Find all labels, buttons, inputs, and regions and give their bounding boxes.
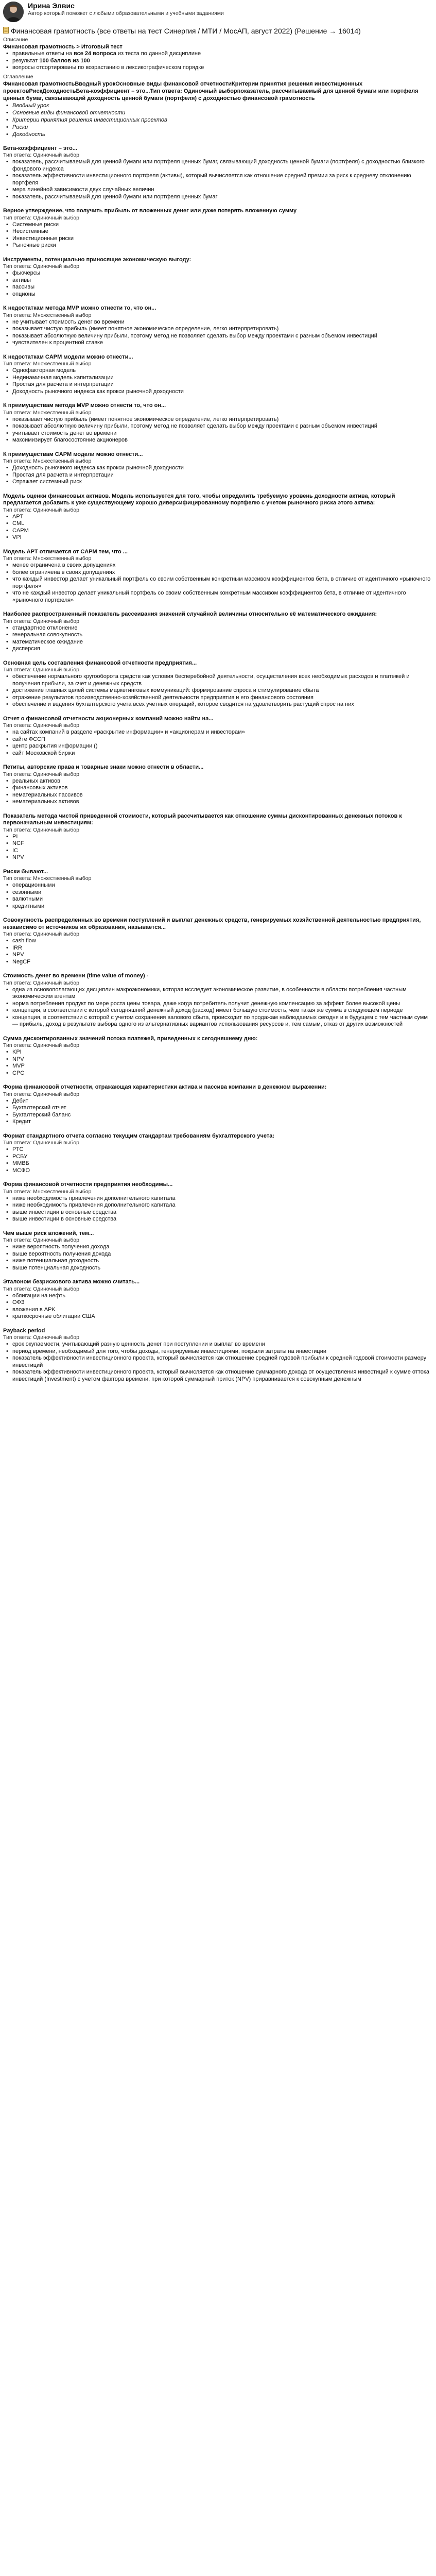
answer-option: • показатель эффективности инвестиционного портфеля (активы), который вычисляется как отношение средней премии за риск к средневу отклонению портфеля: [6, 173, 433, 187]
answer-option: • сезонными: [6, 889, 433, 896]
answer-option: • NPV: [6, 854, 433, 861]
question-text: Риски бывают...: [3, 868, 48, 875]
answer-option: • центр раскрытия информации (): [6, 743, 433, 750]
question-block: [3, 354, 433, 396]
answer-type: Тип ответа: Одиночный выбор: [3, 1285, 79, 1292]
question-text: Отчет о финансовой отчетности акционерных компаний можно найти на...: [3, 715, 214, 722]
answer-type: Тип ответа: Одиночный выбор: [3, 618, 79, 624]
answer-option: • Рыночные риски: [6, 242, 433, 249]
answer-option: • CAPM: [6, 528, 433, 535]
question-block: [3, 451, 433, 486]
answer-option: • фьючерсы: [6, 270, 433, 277]
answer-option: • KPI: [6, 1049, 433, 1056]
question-block: [3, 208, 433, 249]
answer-option: • показывает чистую прибыль (имеет понятное экономическое определение, легко интерпретировать): [6, 416, 433, 423]
answer-option: • сайте ФССП: [6, 736, 433, 743]
answer-option: • ниже необходимость привлечения дополнительного капитала: [6, 1202, 433, 1209]
answer-option: • норма потребления продукт по мере роста цены товара, даже когда потребитель получит денежную компенсацию за эффект более высокой цены: [6, 1001, 433, 1008]
answer-option: • облигации на нефть: [6, 1293, 433, 1300]
answer-list: [3, 1098, 433, 1126]
answer-option: • выше инвестиции в основные средства: [6, 1209, 433, 1216]
question-block: [3, 1133, 433, 1175]
answer-option: • показатель эффективности инвестиционного проекта, который вычисляется как отношение суммарного дохода от осуществления инвестиций к сумме оттока инвестиций (Investment) с учетом фактора времени, при которой суммарный приток (NPV) приравнивается к совокупным денежным: [6, 1369, 433, 1383]
answer-option: • показатель, рассчитываемый для ценной бумаги или портфеля ценных бумаг: [6, 194, 433, 201]
answer-option: • максимизирует благосостояние акционеров: [6, 437, 433, 444]
answer-option: • финансовых активов: [6, 785, 433, 792]
answer-list: [3, 562, 433, 604]
question-text: Форма финансовой отчетности предприятия необходимы...: [3, 1181, 173, 1188]
answer-list: [3, 1049, 433, 1077]
answer-list: [3, 270, 433, 298]
answer-option: • IRR: [6, 945, 433, 952]
question-text: Формат стандартного отчета согласно текущим стандартам требованиям бухгалтерского учета:: [3, 1132, 275, 1139]
answer-option: • Бухгалтерский баланс: [6, 1112, 433, 1119]
answer-type: Тип ответа: Одиночный выбор: [3, 771, 79, 777]
answer-option: • Системные риски: [6, 222, 433, 229]
answer-type: Тип ответа: Одиночный выбор: [3, 1042, 79, 1048]
answer-option: • операционными: [6, 882, 433, 889]
question-block: [3, 611, 433, 653]
answer-option: • генеральная совокупность: [6, 632, 433, 639]
answer-list: [3, 1146, 433, 1174]
answer-option: • что не каждый инвестор делает уникальный портфель со своим собственным конкретным массивом коэффициентов бета, в отличие от идентичного «рыночного портфеля»: [6, 590, 433, 604]
answer-option: • ниже вероятность получения дохода: [6, 1244, 433, 1251]
answer-option: • NegCF: [6, 959, 433, 966]
answer-list: [3, 938, 433, 965]
answer-type: Тип ответа: Множественный выбор: [3, 555, 92, 562]
answer-option: • валютными: [6, 896, 433, 903]
answer-option: • APT: [6, 514, 433, 521]
answer-type: Тип ответа: Одиночный выбор: [3, 979, 79, 986]
question-text: Инструменты, потенциально приносящие экономическую выгоду:: [3, 256, 191, 263]
question-text: Чем выше риск вложений, тем...: [3, 1230, 94, 1236]
answer-option: • выше потенциальная доходность: [6, 1265, 433, 1272]
answer-option: • РСБУ: [6, 1154, 433, 1161]
answer-option: • пассивы: [6, 284, 433, 291]
answer-type: Тип ответа: Множественный выбор: [3, 875, 92, 882]
topic-item[interactable]: • Риски: [6, 124, 433, 131]
topic-list: [3, 102, 433, 138]
answer-option: • показывает абсолютную величину прибыли, поэтому метод не позволяет сделать выбор между проектами с разным объемом инвестиций: [6, 333, 433, 340]
answer-option: • МСФО: [6, 1167, 433, 1175]
answer-option: • активы: [6, 277, 433, 284]
question-block: [3, 1181, 433, 1223]
answer-type: Тип ответа: Множественный выбор: [3, 1188, 92, 1195]
answer-option: • Простая для расчета и интерпретации: [6, 472, 433, 479]
answer-list: [3, 778, 433, 806]
answer-option: • CML: [6, 520, 433, 528]
answer-option: • отражение результатов производственно-хозяйственной деятельности предприятия и его финансового состояния: [6, 694, 433, 702]
question-block: [3, 869, 433, 910]
answer-option: • реальных активов: [6, 778, 433, 785]
answer-option: • обеспечение и ведения бухгалтерского учета всех учетных операций, которое сводится на удовлетворить растущий спрос на них: [6, 701, 433, 708]
question-block: [3, 493, 433, 541]
question-block: [3, 660, 433, 708]
question-block: [3, 716, 433, 757]
answer-option: • более ограничена в своих допущениях: [6, 569, 433, 577]
answer-option: • стандартное отклонение: [6, 625, 433, 632]
answer-list: [3, 319, 433, 347]
answer-option: • CPC: [6, 1070, 433, 1077]
question-text: Эталоном безрискового актива можно считать...: [3, 1279, 140, 1285]
answer-type: Тип ответа: Множественный выбор: [3, 409, 92, 416]
author-header: [3, 0, 433, 26]
question-block: [3, 1230, 433, 1272]
question-block: [3, 813, 433, 861]
answer-option: • чувствителен к процентной ставке: [6, 340, 433, 347]
answer-option: • Доходность рыночного индекса как прокси рыночной доходности: [6, 465, 433, 472]
answer-option: • не учитывает стоимость денег во времени: [6, 319, 433, 326]
answer-type: Тип ответа: Одиночный выбор: [3, 1334, 79, 1341]
overview-item: • вопросы отсортированы по возрастанию в лексикографическом порядке: [6, 64, 433, 72]
question-text: К недостаткам метода MVP можно отнести то, что он...: [3, 305, 156, 311]
answer-type: Тип ответа: Множественный выбор: [3, 458, 92, 464]
contents-label: Оглавление: [3, 73, 33, 80]
answer-option: • PI: [6, 834, 433, 841]
answer-option: • одна из основополагающих дисциплин макроэкономики, которая исследует экономическое развитие, в особенности в области потребления частным экономическим агентам: [6, 987, 433, 1001]
overview-title: Финансовая грамотность > Итоговый тест: [3, 44, 123, 50]
answer-list: [3, 1341, 433, 1383]
answer-type: Тип ответа: Одиночный выбор: [3, 152, 79, 158]
answer-option: • Однофакторная модель: [6, 367, 433, 375]
answer-type: Тип ответа: Одиночный выбор: [3, 263, 79, 269]
author-info: [28, 2, 224, 17]
answer-option: • cash flow: [6, 938, 433, 945]
answer-option: • IC: [6, 848, 433, 855]
answer-type: Тип ответа: Множественный выбор: [3, 312, 92, 318]
document-title: [3, 27, 433, 36]
answer-list: [3, 673, 433, 708]
answer-list: [3, 1195, 433, 1223]
answer-option: • MVP: [6, 1063, 433, 1070]
question-text: Модель оценки финансовых активов. Модель используется для того, чтобы определить требуемую уровень доходности актива, который предлагается добавить к уже существующему хорошо диверсифицированному портфелю с учетом рыночного риска этого актива:: [3, 493, 395, 506]
question-block: [3, 1036, 433, 1077]
answer-option: • период времени, необходимый для того, чтобы доходы, генерируемые инвестициями, покрыли затраты на инвестиции: [6, 1348, 433, 1355]
question-text: Наиболее распространенный показатель рассеивания значений случайной величины относительно её математического ожидания:: [3, 611, 377, 617]
answer-type: Тип ответа: Одиночный выбор: [3, 1140, 79, 1146]
answer-type: Тип ответа: Одиночный выбор: [3, 667, 79, 673]
question-text: Верное утверждение, что получить прибыль от вложенных денег или даже потерять вложенную сумму: [3, 208, 297, 214]
overview-item: • правильные ответы на все 24 вопроса из теста по данной дисциплине: [6, 50, 433, 58]
answer-type: Тип ответа: Одиночный выбор: [3, 931, 79, 937]
question-block: [3, 145, 433, 201]
answer-option: • ниже необходимость привлечения дополнительного капитала: [6, 1195, 433, 1202]
answer-type: Тип ответа: Одиночный выбор: [3, 722, 79, 728]
answer-option: • показатель эффективности инвестиционного проекта, который вычисляется как отношение средней годовой прибыли к средней годовой стоимости размеру инвестиций: [6, 1355, 433, 1369]
question-block: [3, 402, 433, 444]
topic-item[interactable]: • Критерии принятия решения инвестиционных проектов: [6, 116, 433, 124]
answer-option: • Дебит: [6, 1098, 433, 1105]
answer-option: • что каждый инвестор делает уникальный портфель со своим собственным конкретным массивом коэффициентов бета, в отличие от идентичного «рыночного портфеля»: [6, 576, 433, 590]
answer-list: [3, 416, 433, 444]
answer-option: • ОФЗ: [6, 1299, 433, 1307]
question-text: Бета-коэффициент – это...: [3, 145, 78, 151]
answer-option: • показывает абсолютную величину прибыли, поэтому метод не позволяет сделать выбор между проектами с разным объемом инвестиций: [6, 423, 433, 430]
answer-option: • математическое ожидание: [6, 639, 433, 646]
answer-option: • ниже потенциальная доходность: [6, 1258, 433, 1265]
answer-option: • VPI: [6, 534, 433, 541]
answer-option: • Инвестиционные риски: [6, 235, 433, 243]
avatar[interactable]: [3, 2, 24, 22]
answer-option: • NPV: [6, 1056, 433, 1063]
answer-option: • РТС: [6, 1146, 433, 1154]
answer-option: • краткосрочные облигации США: [6, 1313, 433, 1320]
document-title-text: Финансовая грамотность (все ответы на тест Синергия / МТИ / МосАП, август 2022) (Решение → 16014): [11, 27, 361, 35]
answer-option: • NCF: [6, 840, 433, 848]
question-text: Форма финансовой отчетности, отражающая характеристики актива и пассива компании в денежном выражении:: [3, 1084, 327, 1090]
answer-list: [3, 625, 433, 653]
question-text: Петиты, авторские права и товарные знаки можно отнести в области...: [3, 764, 204, 770]
answer-option: • показывает чистую прибыль (имеет понятное экономическое определение, легко интерпретировать): [6, 326, 433, 333]
answer-option: • концепция, в соответствии с которой сегодняшний денежный доход (расход) имеет большую стоимость, чем такая же сумма в следующем периоде: [6, 1007, 433, 1014]
answer-option: • выше вероятность получения дохода: [6, 1251, 433, 1258]
answer-option: • концепция, в соответствии с которой с учетом сохранения валового сбыта, происходит по продажам наблюдаемых сегодня и в будущем с тем частным сумм — прибыль, доход в результате выбора одного из альтернативных вариантов использования ресурсов и, тем самым, отказ от других возможностей: [6, 1014, 433, 1028]
question-block: [3, 549, 433, 604]
answer-option: • Простая для расчета и интерпретации: [6, 381, 433, 388]
answer-type: Тип ответа: Множественный выбор: [3, 361, 92, 367]
answer-option: • Доходность рыночного индекса как прокси рыночной доходности: [6, 388, 433, 396]
answer-option: • NPV: [6, 952, 433, 959]
answer-list: [3, 987, 433, 1028]
question-text: Показатель метода чистой приведенной стоимости, который рассчитывается как отношение суммы дисконтированных денежных потоков к первоначальным инвестициям:: [3, 812, 402, 826]
answer-option: • кредитными: [6, 903, 433, 910]
question-text: Сумма дисконтированных значений потока платежей, приведенных к сегодняшнему дню:: [3, 1035, 258, 1042]
answer-option: • сайт Московской биржи: [6, 750, 433, 757]
overview-list: [3, 50, 433, 72]
question-block: [3, 1084, 433, 1126]
contents-title: Финансовая грамотностьВводный урокОсновные виды финансовой отчетностиКритерии принятия решения инвестиционных проектовРискДоходностьБета-коэффициент – это...Тип ответа: Одиночный выборпоказатель, рассчитываемый для ценной бумаги или портфеля ценных бумаг, связывающий доходность ценной бумаги (портфеля) с доходностью финансовой грамотность: [3, 80, 418, 101]
answer-option: • срок окупаемости, учитывающий разную ценность денег при поступлении и выплат во времени: [6, 1341, 433, 1348]
question-block: [3, 1279, 433, 1320]
question-block: [3, 257, 433, 298]
question-text: Модель APT отличается от CAPM тем, что ...: [3, 548, 128, 555]
answer-option: • вложения в APK: [6, 1307, 433, 1314]
topic-item[interactable]: • Основные виды финансовой отчетности: [6, 109, 433, 116]
answer-option: • достижение главных целей системы маркетинговых коммуникаций: формирование спроса и стимулирование сбыта: [6, 687, 433, 694]
answer-list: [3, 367, 433, 395]
topic-item[interactable]: • Доходность: [6, 131, 433, 138]
description-label: Описание: [3, 37, 28, 43]
overview-item: • результат 100 баллов из 100: [6, 58, 433, 65]
answer-list: [3, 1244, 433, 1272]
answer-option: • нематериальных пассивов: [6, 792, 433, 799]
answer-option: • выше инвестиции в основные средства: [6, 1216, 433, 1223]
question-text: К недостаткам CAPM модели можно отнести...: [3, 353, 133, 360]
question-block: [3, 305, 433, 347]
answer-option: • мера линейной зависимости двух случайных величин: [6, 187, 433, 194]
topic-item[interactable]: • Вводный урок: [6, 102, 433, 109]
answer-option: • обеспечение нормального кругооборота средств как условия бесперебойной деятельности, осуществления всех необходимых расходов и платежей и получения прибыли, за счет и денежных средств: [6, 673, 433, 687]
answer-option: • опционы: [6, 291, 433, 298]
answer-option: • Отражает системный риск: [6, 479, 433, 486]
author-description: Автор который поможет с любыми образовательными и учебными заданиями: [28, 10, 224, 16]
answer-option: • Кредит: [6, 1118, 433, 1126]
answer-list: [3, 465, 433, 486]
answer-list: [3, 834, 433, 861]
answer-option: • менее ограничена в своих допущениях: [6, 562, 433, 569]
question-block: [3, 764, 433, 806]
answer-list: [3, 159, 433, 200]
answer-option: • на сайтах компаний в разделе «раскрытие информации» и «акционерам и инвесторам»: [6, 729, 433, 736]
answer-option: • ММВБ: [6, 1160, 433, 1167]
answer-option: • Нединамичная модель капитализации: [6, 375, 433, 382]
answer-list: [3, 514, 433, 541]
question-text: Стоимость денег во времени (time value of money) -: [3, 973, 149, 979]
answer-type: Тип ответа: Одиночный выбор: [3, 826, 79, 833]
answer-option: • показатель, рассчитываемый для ценной бумаги или портфеля ценных бумаг, связывающий доходность ценной бумаги (портфеля) с доходностью близкого фондового индекса: [6, 159, 433, 173]
answer-option: • нематериальных активов: [6, 799, 433, 806]
question-text: К преимуществам CAPM модели можно отнести...: [3, 451, 143, 457]
question-text: Payback period: [3, 1327, 45, 1334]
answer-option: • дисперсия: [6, 646, 433, 653]
answer-list: [3, 729, 433, 757]
question-block: [3, 1328, 433, 1383]
answer-list: [3, 222, 433, 249]
question-list: [3, 145, 433, 1383]
answer-option: • Несистемные: [6, 228, 433, 235]
question-block: [3, 973, 433, 1028]
answer-type: Тип ответа: Одиночный выбор: [3, 1091, 79, 1097]
question-block: [3, 917, 433, 965]
document-icon: [3, 27, 9, 36]
question-text: Совокупность распределенных во времени поступлений и выплат денежных средств, генерируемых хозяйственной деятельностью предприятия, независимо от источников их образования, называется...: [3, 917, 421, 930]
answer-option: • Бухгалтерский отчет: [6, 1105, 433, 1112]
author-name[interactable]: Ирина Элвис: [28, 2, 75, 10]
question-text: Основная цель составления финансовой отчетности предприятия...: [3, 659, 197, 666]
user-photo-icon: [3, 2, 24, 22]
answer-list: [3, 882, 433, 910]
answer-list: [3, 1293, 433, 1320]
answer-type: Тип ответа: Одиночный выбор: [3, 506, 79, 513]
question-text: К преимуществам метода MVP можно отнести то, что он...: [3, 402, 166, 409]
answer-option: • учитывает стоимость денег во времени: [6, 430, 433, 437]
answer-type: Тип ответа: Одиночный выбор: [3, 1237, 79, 1243]
answer-type: Тип ответа: Одиночный выбор: [3, 214, 79, 221]
